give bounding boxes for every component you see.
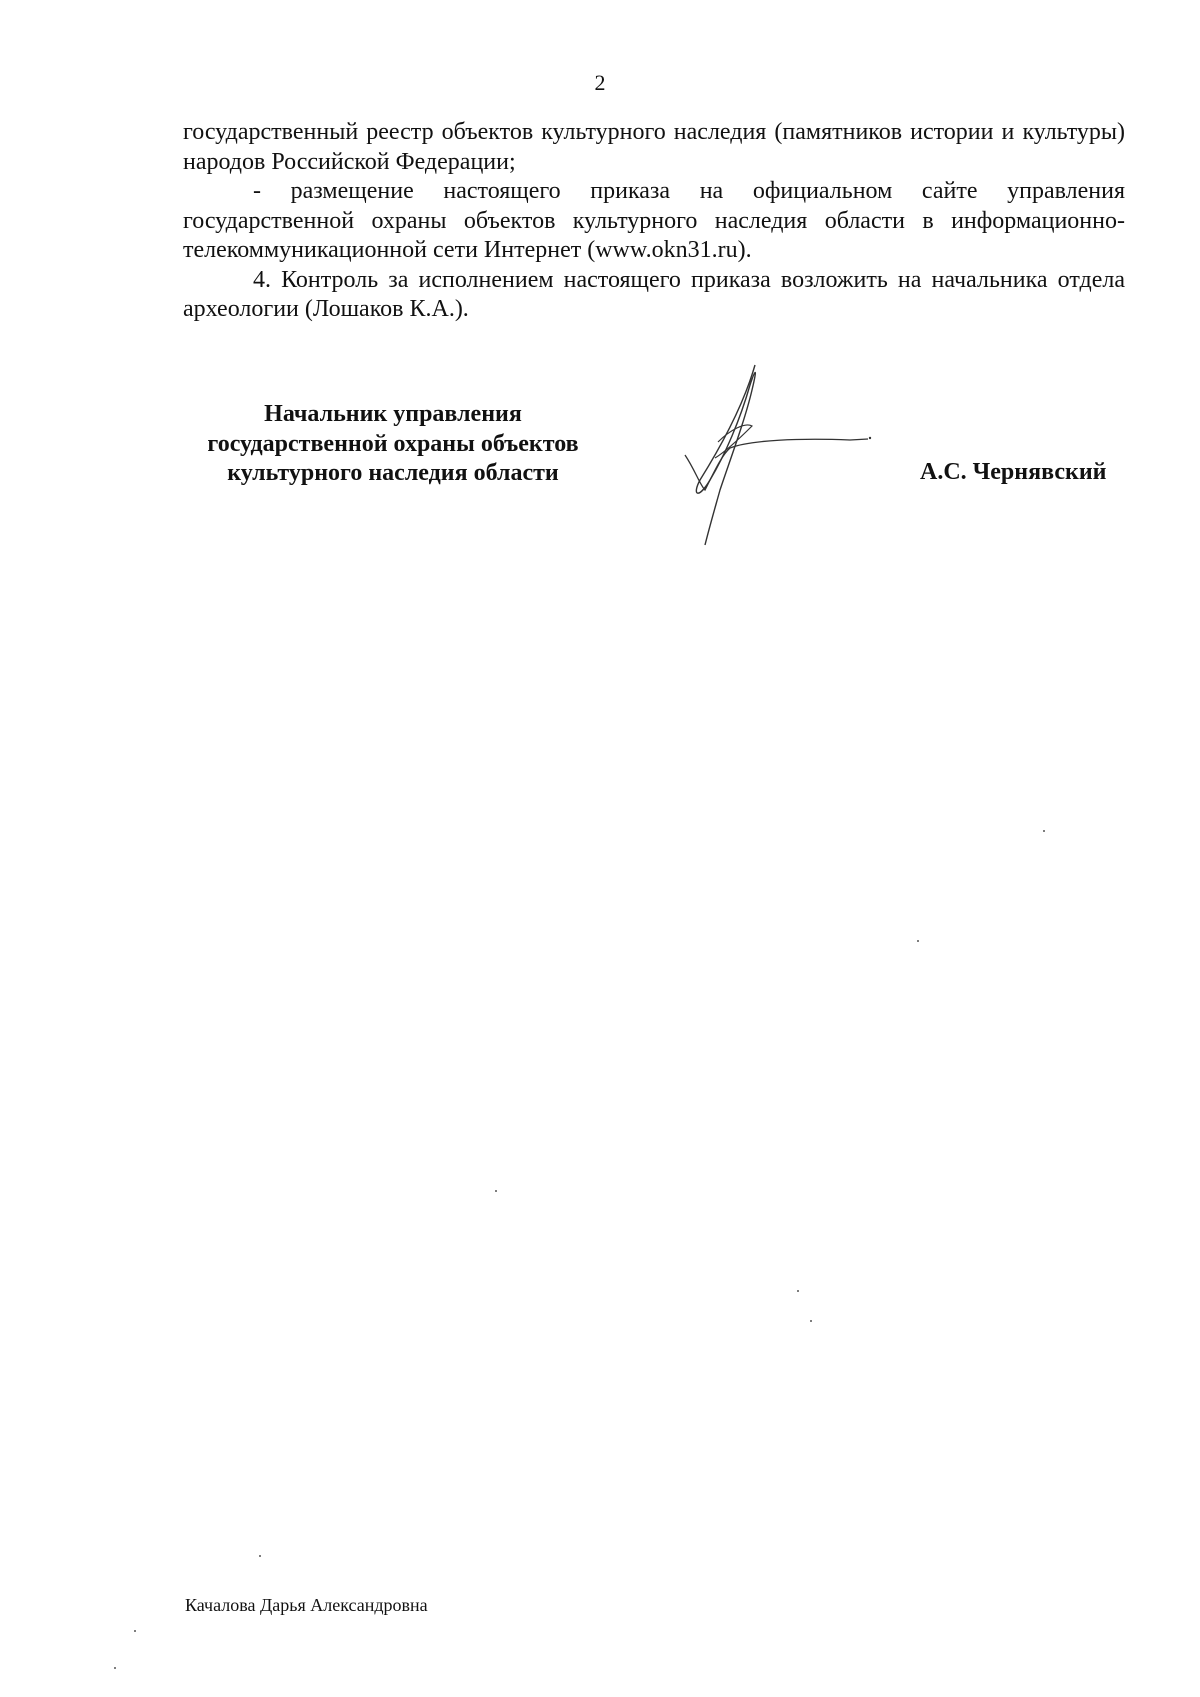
- signatory-title-line: государственной охраны объектов: [207, 430, 579, 457]
- signatory-title: [183, 400, 603, 489]
- scan-speck: [1043, 830, 1045, 832]
- signatory-title-line: культурного наследия области: [227, 460, 559, 486]
- scan-speck: [917, 940, 919, 942]
- handwritten-signature: [670, 360, 890, 550]
- signatory-name: А.С. Чернявский: [920, 459, 1107, 485]
- scan-speck: [495, 1190, 497, 1192]
- scan-speck: [810, 1320, 812, 1322]
- paragraph-registry-continuation: государственный реестр объектов культурного наследия (памятников истории и культуры) народов Российской Федерации;: [183, 119, 1125, 175]
- scan-speck: [797, 1290, 799, 1292]
- paragraph-website-publication: - размещение настоящего приказа на официальном сайте управления государственной охраны объектов культурного наследия области в информационно-телекоммуникационной сети Интернет (www.okn31.ru).: [183, 178, 1125, 263]
- document-body: [183, 118, 1125, 325]
- scan-speck: [259, 1555, 261, 1557]
- scan-speck: [134, 1630, 136, 1632]
- signatory-title-line: Начальник управления: [264, 401, 522, 427]
- paragraph-control-clause: 4. Контроль за исполнением настоящего приказа возложить на начальника отдела археологии (Лошаков К.А.).: [183, 266, 1125, 322]
- scan-speck: [114, 1667, 116, 1669]
- executor-name: Качалова Дарья Александровна: [185, 1595, 428, 1615]
- page-number: 2: [594, 70, 606, 95]
